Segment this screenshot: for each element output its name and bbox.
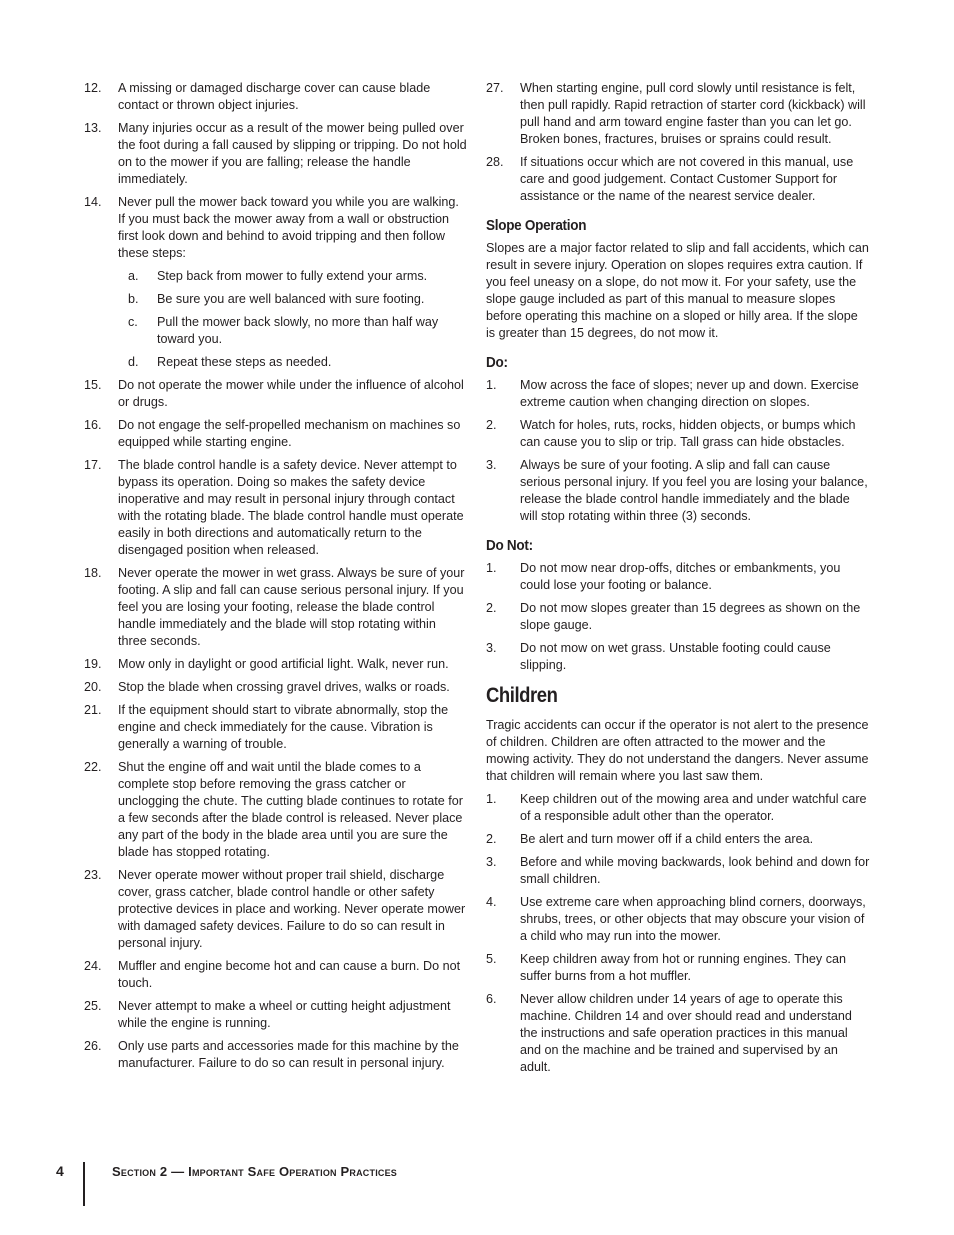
sub-list-item: [118, 268, 468, 285]
item-text: The blade control handle is a safety device. Never attempt to bypass its operation. Doing so makes the safety device inoperative and may result in personal injury through contact with the rotating blade. The blade control handle must operate easily in both directions and automatically return to the disengaged position when released.: [118, 458, 464, 557]
sub-item-letter: b.: [128, 292, 139, 306]
item-text: Never operate the mower in wet grass. Always be sure of your footing. A slip and fall can cause serious personal injury. If you feel you are losing your footing, release the blade control handle immediately and the blade will stop rotating within three seconds.: [118, 566, 465, 648]
item-number: 15.: [84, 378, 102, 392]
sub-list-item: [118, 314, 468, 348]
list-item: [84, 679, 468, 696]
item-text: Do not mow on wet grass. Unstable footing could cause slipping.: [520, 641, 831, 672]
children-list: [486, 791, 870, 1076]
item-text: Many injuries occur as a result of the mower being pulled over the foot during a fall caused by slipping or tripping. Do not hold on to the mower if you are falling; release the handle immediately.: [118, 121, 467, 186]
item-number: 1.: [486, 792, 497, 806]
list-item: [84, 1038, 468, 1072]
item-text: Only use parts and accessories made for this machine by the manufacturer. Failure to do so can result in personal injury.: [118, 1039, 459, 1070]
item-number: 3.: [486, 458, 497, 472]
item-number: 21.: [84, 703, 102, 717]
list-item: [84, 457, 468, 559]
sub-item-letter: c.: [128, 315, 138, 329]
item-number: 2.: [486, 832, 497, 846]
slope-operation-heading: Slope Operation: [486, 217, 587, 234]
sub-item-letter: a.: [128, 269, 139, 283]
sub-list-item: [118, 291, 468, 308]
item-number: 3.: [486, 641, 497, 655]
list-item: [486, 894, 870, 945]
item-text: Never allow children under 14 years of age to operate this machine. Children 14 and over should read and understand the instructions and safe operation practices in this manual and on the machine and be trained and supervised by an adult.: [520, 992, 852, 1074]
list-item: [486, 600, 870, 634]
item-number: 25.: [84, 999, 102, 1013]
item-text: Never attempt to make a wheel or cutting height adjustment while the engine is running.: [118, 999, 451, 1030]
children-intro: Tragic accidents can occur if the operator is not alert to the presence of children. Children are often attracted to the mower and the mowing activity. They do not understand the dangers. Never assume that children will remain where you last saw them.: [486, 718, 869, 783]
item-text: If the equipment should start to vibrate abnormally, stop the engine and check immediately for the cause. Vibration is generally a warning of trouble.: [118, 703, 449, 751]
footer-divider: [83, 1162, 85, 1206]
item-text: Do not mow slopes greater than 15 degrees as shown on the slope gauge.: [520, 601, 861, 632]
safety-list-left: [84, 80, 468, 1072]
item-number: 5.: [486, 952, 497, 966]
list-item: [84, 998, 468, 1032]
item-number: 20.: [84, 680, 102, 694]
item-text: Watch for holes, ruts, rocks, hidden objects, or bumps which can cause you to slip or trip. Tall grass can hide obstacles.: [520, 418, 856, 449]
item-number: 4.: [486, 895, 497, 909]
item-number: 1.: [486, 378, 497, 392]
list-item: [84, 194, 468, 262]
item-number: 26.: [84, 1039, 102, 1053]
item-text: Muffler and engine become hot and can cause a burn. Do not touch.: [118, 959, 461, 990]
item-number: 23.: [84, 868, 102, 882]
children-heading: Children: [486, 684, 558, 707]
sub-item-text: Be sure you are well balanced with sure footing.: [157, 292, 425, 306]
slope-operation-intro: Slopes are a major factor related to slip and fall accidents, which can result in severe injury. Operation on slopes requires extra caution. If you feel uneasy on a slope, do not mow it. For your safety, use the slope gauge included as part of this manual to measure slopes before operating this machine on a sloped or hilly area. If the slope is greater than 15 degrees, do not mow it.: [486, 241, 869, 340]
list-item: [486, 80, 870, 148]
item-text: Mow only in daylight or good artificial light. Walk, never run.: [118, 657, 449, 671]
sub-list-item: [118, 354, 468, 371]
section-title: Section 2 — Important Safe Operation Practices: [112, 1164, 398, 1179]
do-list: [486, 377, 870, 525]
list-item: [84, 565, 468, 650]
item-number: 22.: [84, 760, 102, 774]
list-item: [486, 951, 870, 985]
item-text: Do not mow near drop-offs, ditches or embankments, you could lose your footing or balance.: [520, 561, 841, 592]
list-item: [84, 120, 468, 188]
list-item: [486, 417, 870, 451]
item-text: Keep children away from hot or running engines. They can suffer burns from a hot muffler.: [520, 952, 846, 983]
safety-list-right: [486, 80, 870, 205]
item-text: Never operate mower without proper trail shield, discharge cover, grass catcher, blade control handle or other safety protective devices in place and working. Never operate mower with damaged safety devices. Failure to do so can result in personal injury.: [118, 868, 466, 950]
list-item: [84, 702, 468, 753]
list-item: [486, 457, 870, 525]
item-text: Shut the engine off and wait until the blade comes to a complete stop before removing the grass catcher or unclogging the chute. The cutting blade continues to rotate for a few seconds after the blade control is released. Never place any part of the body in the blade area until you are sure the blade has stopped rotating.: [118, 760, 463, 859]
list-item: [486, 154, 870, 205]
item-text: Mow across the face of slopes; never up and down. Exercise extreme caution when changing direction on slopes.: [520, 378, 859, 409]
do-heading: Do:: [486, 354, 508, 371]
item-text: Use extreme care when approaching blind corners, doorways, shrubs, trees, or other objects that may obscure your vision of a child who may run into the mower.: [520, 895, 866, 943]
item-number: 1.: [486, 561, 497, 575]
item-text: Do not engage the self-propelled mechanism on machines so equipped while starting engine.: [118, 418, 461, 449]
list-item: [486, 640, 870, 674]
item-number: 14.: [84, 195, 102, 209]
list-item: [486, 854, 870, 888]
list-item: [486, 560, 870, 594]
item-number: 27.: [486, 81, 504, 95]
item-text: Stop the blade when crossing gravel drives, walks or roads.: [118, 680, 450, 694]
item-number: 2.: [486, 601, 497, 615]
page-number: 4: [56, 1163, 64, 1179]
do-not-heading: Do Not:: [486, 537, 533, 554]
item-text: Always be sure of your footing. A slip and fall can cause serious personal injury. If you feel you are losing your balance, release the blade control handle immediately and the blade will stop rotating within three (3) seconds.: [520, 458, 868, 523]
item-number: 3.: [486, 855, 497, 869]
item-text: Before and while moving backwards, look behind and down for small children.: [520, 855, 870, 886]
item-text: Be alert and turn mower off if a child enters the area.: [520, 832, 814, 846]
item-number: 17.: [84, 458, 102, 472]
list-item: [84, 417, 468, 451]
do-not-list: [486, 560, 870, 674]
item-number: 12.: [84, 81, 102, 95]
list-item: [84, 80, 468, 114]
list-item: [84, 958, 468, 992]
item-number: 24.: [84, 959, 102, 973]
list-item: [486, 791, 870, 825]
left-column: [84, 80, 468, 1078]
sub-item-letter: d.: [128, 355, 139, 369]
sub-item-text: Step back from mower to fully extend your arms.: [157, 269, 428, 283]
item-text: Do not operate the mower while under the influence of alcohol or drugs.: [118, 378, 464, 409]
list-item: [84, 656, 468, 673]
item-number: 13.: [84, 121, 102, 135]
list-item: [486, 831, 870, 848]
item-text: Keep children out of the mowing area and under watchful care of a responsible adult other than the operator.: [520, 792, 867, 823]
list-item: [84, 377, 468, 411]
item-number: 6.: [486, 992, 497, 1006]
item-text: If situations occur which are not covered in this manual, use care and good judgement. Contact Customer Support for assistance or the name of the nearest service dealer.: [520, 155, 854, 203]
item-number: 16.: [84, 418, 102, 432]
item-number: 28.: [486, 155, 504, 169]
sub-item-text: Pull the mower back slowly, no more than half way toward you.: [157, 315, 439, 346]
list-item: [84, 759, 468, 861]
item-text: A missing or damaged discharge cover can cause blade contact or thrown object injuries.: [118, 81, 431, 112]
right-column: [486, 80, 870, 1082]
item-text: Never pull the mower back toward you while you are walking. If you must back the mower away from a wall or obstruction first look down and behind to avoid tripping and then follow these steps:: [118, 195, 459, 260]
list-item: [486, 377, 870, 411]
item-number: 19.: [84, 657, 102, 671]
sub-item-text: Repeat these steps as needed.: [157, 355, 332, 369]
list-item: [486, 991, 870, 1076]
item-number: 18.: [84, 566, 102, 580]
item-number: 2.: [486, 418, 497, 432]
item-text: When starting engine, pull cord slowly until resistance is felt, then pull rapidly. Rapid retraction of starter cord (kickback) will pull hand and arm toward engine faster than you can let go. Broken bones, fractures, bruises or sprains could result.: [520, 81, 866, 146]
list-item: [84, 867, 468, 952]
